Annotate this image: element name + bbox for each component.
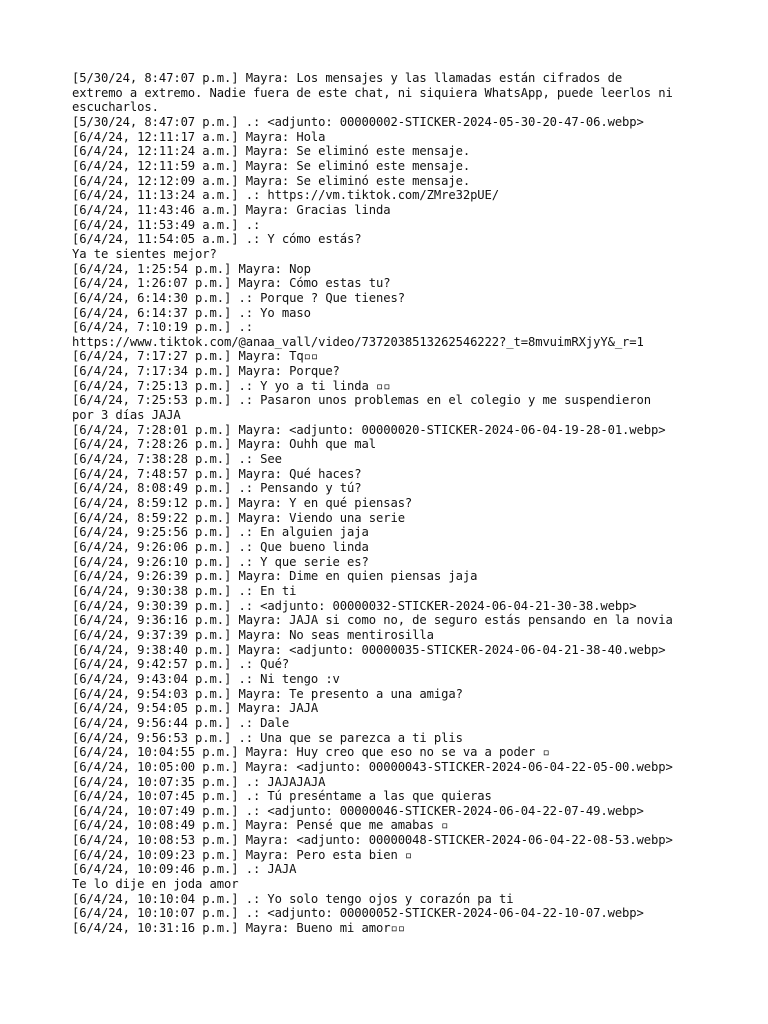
transcript-line: [6/4/24, 6:14:37 p.m.] .: Yo maso (72, 305, 311, 320)
transcript-line: [6/4/24, 12:11:59 a.m.] Mayra: Se eliminó este mensaje. (72, 158, 471, 173)
transcript-line: [6/4/24, 9:26:10 p.m.] .: Y que serie es? (72, 554, 369, 569)
transcript-line: [6/4/24, 12:11:17 a.m.] Mayra: Hola (72, 129, 326, 144)
transcript-line: [6/4/24, 9:38:40 p.m.] Mayra: <adjunto: 00000035-STICKER-2024-06-04-21-38-40.webp> (72, 642, 666, 657)
transcript-line: [6/4/24, 10:31:16 p.m.] Mayra: Bueno mi amor▫▫ (72, 921, 405, 936)
transcript-line: [6/4/24, 11:13:24 a.m.] .: https://vm.tiktok.com/ZMre32pUE/ (72, 188, 500, 203)
transcript-line: [6/4/24, 9:30:38 p.m.] .: En ti (72, 583, 297, 598)
transcript-line: [6/4/24, 9:54:05 p.m.] Mayra: JAJA (72, 701, 319, 716)
transcript-line: [6/4/24, 9:36:16 p.m.] Mayra: JAJA si como no, de seguro estás pensando en la novia (72, 613, 673, 628)
transcript-line: [6/4/24, 10:07:45 p.m.] .: Tú preséntame a las que quieras (72, 789, 492, 804)
transcript-line: [6/4/24, 10:09:46 p.m.] .: JAJA (72, 862, 297, 877)
transcript-line: [6/4/24, 8:59:12 p.m.] Mayra: Y en qué piensas? (72, 496, 413, 511)
transcript-line: [6/4/24, 7:17:27 p.m.] Mayra: Tq▫▫ (72, 349, 319, 364)
transcript-line: [6/4/24, 7:10:19 p.m.] .: (72, 320, 253, 335)
transcript-line: por 3 días JAJA (72, 408, 181, 423)
transcript-line: [6/4/24, 7:48:57 p.m.] Mayra: Qué haces? (72, 466, 362, 481)
transcript-line: extremo a extremo. Nadie fuera de este chat, ni siquiera WhatsApp, puede leerlos ni (72, 85, 673, 100)
transcript-line: [6/4/24, 9:25:56 p.m.] .: En alguien jaja (72, 525, 369, 540)
transcript-line: [6/4/24, 11:54:05 a.m.] .: Y cómo estás? (72, 232, 362, 247)
transcript-line: [6/4/24, 7:28:26 p.m.] Mayra: Ouhh que mal (72, 437, 376, 452)
transcript-line: [6/4/24, 9:42:57 p.m.] .: Qué? (72, 657, 290, 672)
transcript-line: [6/4/24, 8:59:22 p.m.] Mayra: Viendo una serie (72, 510, 405, 525)
transcript-line: https://www.tiktok.com/@anaa_vall/video/7372038513262546222?_t=8mvuimRXjyY&_r=1 (72, 334, 644, 349)
transcript-line: [6/4/24, 12:12:09 a.m.] Mayra: Se eliminó este mensaje. (72, 173, 471, 188)
transcript-line: [6/4/24, 10:08:49 p.m.] Mayra: Pensé que me amabas ▫ (72, 818, 449, 833)
transcript-line: [6/4/24, 11:43:46 a.m.] Mayra: Gracias linda (72, 202, 391, 217)
transcript-line: [6/4/24, 7:28:01 p.m.] Mayra: <adjunto: 00000020-STICKER-2024-06-04-19-28-01.webp> (72, 422, 666, 437)
transcript-line: [6/4/24, 9:54:03 p.m.] Mayra: Te presento a una amiga? (72, 686, 463, 701)
transcript-line: [6/4/24, 7:17:34 p.m.] Mayra: Porque? (72, 364, 340, 379)
transcript-line: [6/4/24, 7:38:28 p.m.] .: See (72, 452, 282, 467)
transcript-line: [6/4/24, 9:56:44 p.m.] .: Dale (72, 715, 290, 730)
transcript-line: [6/4/24, 12:11:24 a.m.] Mayra: Se eliminó este mensaje. (72, 144, 471, 159)
transcript-line: [6/4/24, 10:10:04 p.m.] .: Yo solo tengo ojos y corazón pa ti (72, 891, 514, 906)
transcript-line: [6/4/24, 8:08:49 p.m.] .: Pensando y tú? (72, 481, 362, 496)
transcript-line: [5/30/24, 8:47:07 p.m.] .: <adjunto: 00000002-STICKER-2024-05-30-20-47-06.webp> (72, 114, 644, 129)
transcript-line: [6/4/24, 1:25:54 p.m.] Mayra: Nop (72, 261, 311, 276)
transcript-line: Ya te sientes mejor? (72, 246, 217, 261)
transcript-line: [6/4/24, 6:14:30 p.m.] .: Porque ? Que tienes? (72, 290, 405, 305)
transcript-line: [6/4/24, 9:56:53 p.m.] .: Una que se parezca a ti plis (72, 730, 463, 745)
transcript-line: [6/4/24, 1:26:07 p.m.] Mayra: Cómo estas tu? (72, 276, 391, 291)
transcript-line: [6/4/24, 10:10:07 p.m.] .: <adjunto: 00000052-STICKER-2024-06-04-22-10-07.webp> (72, 906, 644, 921)
transcript-line: escucharlos. (72, 100, 159, 115)
transcript-line: Te lo dije en joda amor (72, 877, 239, 892)
transcript-line: [6/4/24, 7:25:13 p.m.] .: Y yo a ti linda ▫▫ (72, 378, 391, 393)
transcript-line: [6/4/24, 9:37:39 p.m.] Mayra: No seas mentirosilla (72, 627, 434, 642)
transcript-line: [6/4/24, 10:07:35 p.m.] .: JAJAJAJA (72, 774, 326, 789)
transcript-line: [5/30/24, 8:47:07 p.m.] Mayra: Los mensajes y las llamadas están cifrados de (72, 71, 623, 85)
transcript-line: [6/4/24, 9:30:39 p.m.] .: <adjunto: 00000032-STICKER-2024-06-04-21-30-38.webp> (72, 598, 637, 613)
transcript-line: [6/4/24, 10:09:23 p.m.] Mayra: Pero esta bien ▫ (72, 847, 413, 862)
transcript-line: [6/4/24, 9:26:39 p.m.] Mayra: Dime en quien piensas jaja (72, 569, 478, 584)
transcript-line: [6/4/24, 7:25:53 p.m.] .: Pasaron unos problemas en el colegio y me suspendieron (72, 393, 652, 408)
transcript-line: [6/4/24, 9:43:04 p.m.] .: Ni tengo :v (72, 671, 340, 686)
transcript-line: [6/4/24, 9:26:06 p.m.] .: Que bueno linda (72, 540, 369, 554)
chat-transcript-page (72, 71, 702, 936)
transcript-line: [6/4/24, 10:07:49 p.m.] .: <adjunto: 00000046-STICKER-2024-06-04-22-07-49.webp> (72, 803, 644, 818)
transcript-line: [6/4/24, 10:05:00 p.m.] Mayra: <adjunto: 00000043-STICKER-2024-06-04-22-05-00.webp> (72, 759, 673, 774)
transcript-line: [6/4/24, 10:08:53 p.m.] Mayra: <adjunto: 00000048-STICKER-2024-06-04-22-08-53.webp> (72, 833, 673, 848)
transcript-line: [6/4/24, 11:53:49 a.m.] .: (72, 217, 261, 232)
transcript-line: [6/4/24, 10:04:55 p.m.] Mayra: Huy creo que eso no se va a poder ▫ (72, 745, 550, 760)
